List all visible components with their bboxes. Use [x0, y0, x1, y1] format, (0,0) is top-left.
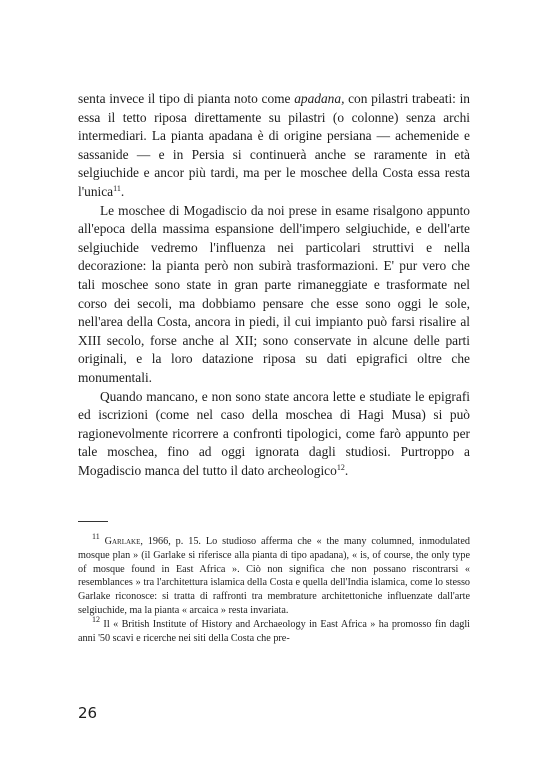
- paragraph-3-text: Quando mancano, e non sono state ancora lette e studiate le epigrafi ed iscrizioni (come nel caso della moschea di Hagi Musa) si può ragionevolmente ricorrere a confronti tipologici, come farò appunto per tale moschea, fino ad oggi ignorata dagli studiosi. Purtroppo a Mogadiscio manca del tutto il dato archeologico: [78, 388, 470, 478]
- paragraph-2: Le moschee di Mogadiscio da noi prese in esame risalgono appunto all'epoca della massima espansione dell'impero selgiuchide, e dell'arte selgiuchide vedremo l'influenza nei particolari struttivi e nella decorazione: la pianta però non subirà trasformazioni. E' pur vero che tali moschee sono state in gran parte rimaneggiate e trasformate nel corso dei secoli, ma dobbiamo pensare che esse sono oggi le sole, nell'area della Costa, ancora in piedi, il cui impianto può farsi risalire al XIII secolo, forse anche al XII; sono conservate in alcune delle parti originali, e la loro datazione riposa su dati epigrafici oltre che monumentali.: [78, 202, 470, 385]
- footnote-12-text: Il « British Institute of History and Archaeology in East Africa » ha promosso fin dagli anni '50 scavi e ricerche nei siti della Costa che pre-: [78, 618, 470, 644]
- paragraph-1-end: .: [120, 183, 125, 199]
- paragraph-1-text-a: senta invece il tipo di pianta noto come: [78, 91, 295, 106]
- paragraph-3: [78, 388, 470, 481]
- footnote-number-11: 11: [92, 532, 100, 541]
- footnotes: [78, 532, 470, 645]
- main-text: [78, 90, 470, 480]
- paragraph-1-text-b: con pilastri trabeati: in essa il tetto riposa direttamente su pilastri (o colonne) senza archi intermediari. La pianta apadana è di origine persiana — achemenide e sassanide — e in Persia si continuerà anche se raramente in età selgiuchide e ancor più tardi, ma per le moschee della Costa essa resta l'unica: [78, 91, 470, 199]
- footnote-separator: [78, 521, 108, 522]
- footnote-11-author: Garlake: [104, 536, 141, 547]
- footnote-12: [78, 614, 470, 646]
- footnote-ref-12[interactable]: 12: [336, 462, 345, 472]
- footnote-number-12: 12: [92, 614, 100, 624]
- paragraph-3-end: .: [344, 462, 349, 478]
- footnote-ref-11[interactable]: 11: [113, 183, 121, 193]
- italic-term-apadana: apadana,: [294, 91, 345, 106]
- page-number: 26: [78, 704, 98, 722]
- footnote-11: [78, 532, 470, 618]
- footnote-11-text: , 1966, p. 15. Lo studioso afferma che « the many columned, inmodulated mosque plan » (il Garlake si riferisce alla pianta di tipo apadana), « is, of course, the only type of mosque found in East Africa ». Ciò non significa che non possano riscontrarsi « resemblances » tra l'architettura islamica della Costa e quella dell'India islamica, come lo stesso Garlake riconosce: si tratta di raffronti tra membrature architettoniche influenzate dall'arte selgiuchide, ma la pianta « arcaica » resta invariata.: [78, 536, 470, 616]
- paragraph-1: [78, 90, 470, 202]
